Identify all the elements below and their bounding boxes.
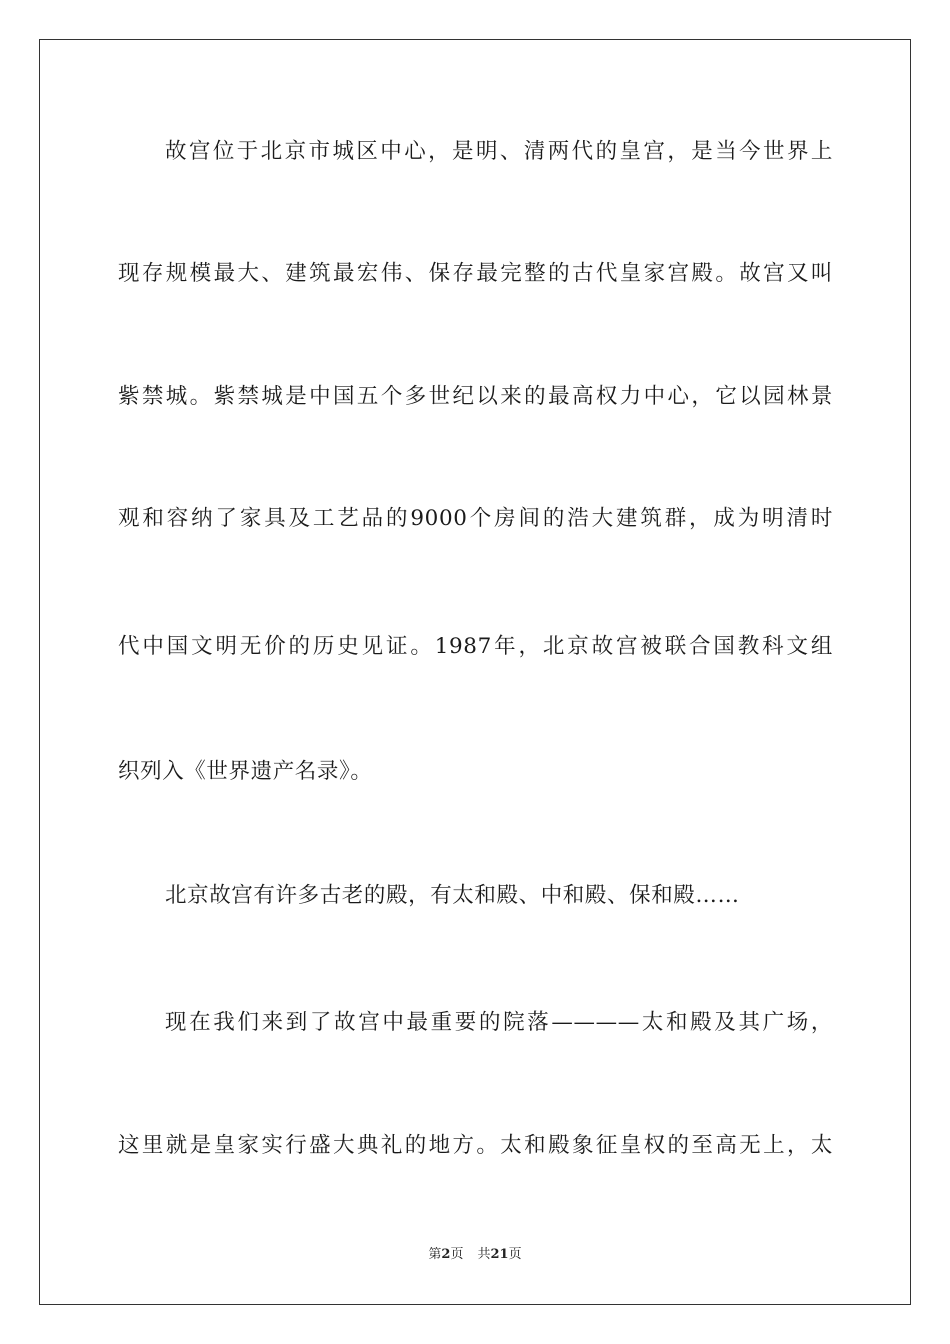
paragraph-line-5: 代中国文明无价的历史见证。1987年，北京故宫被联合国教科文组 (118, 634, 833, 659)
paragraph-line-8: 现在我们来到了故宫中最重要的院落————太和殿及其广场， (165, 1010, 833, 1035)
footer-total-suffix: 页 (508, 1247, 522, 1262)
paragraph-line-9: 这里就是皇家实行盛大典礼的地方。太和殿象征皇权的至高无上，太 (118, 1133, 833, 1158)
page-footer (0, 1246, 950, 1264)
paragraph-line-4: 观和容纳了家具及工艺品的9000个房间的浩大建筑群，成为明清时 (118, 506, 833, 531)
paragraph-line-7: 北京故宫有许多古老的殿，有太和殿、中和殿、保和殿…… (165, 883, 740, 908)
footer-total-prefix: 共 (477, 1247, 491, 1262)
page-border (39, 39, 911, 1305)
footer-page-prefix: 第 (428, 1247, 442, 1262)
footer-page-number: 2 (441, 1247, 451, 1262)
footer-total-pages: 21 (490, 1247, 509, 1262)
paragraph-line-6: 织列入《世界遗产名录》。 (118, 759, 373, 784)
paragraph-line-2: 现存规模最大、建筑最宏伟、保存最完整的古代皇家宫殿。故宫又叫 (118, 261, 833, 286)
footer-page-suffix: 页 (450, 1247, 464, 1262)
paragraph-line-3: 紫禁城。紫禁城是中国五个多世纪以来的最高权力中心，它以园林景 (118, 384, 833, 409)
paragraph-line-1: 故宫位于北京市城区中心，是明、清两代的皇宫，是当今世界上 (165, 139, 833, 164)
